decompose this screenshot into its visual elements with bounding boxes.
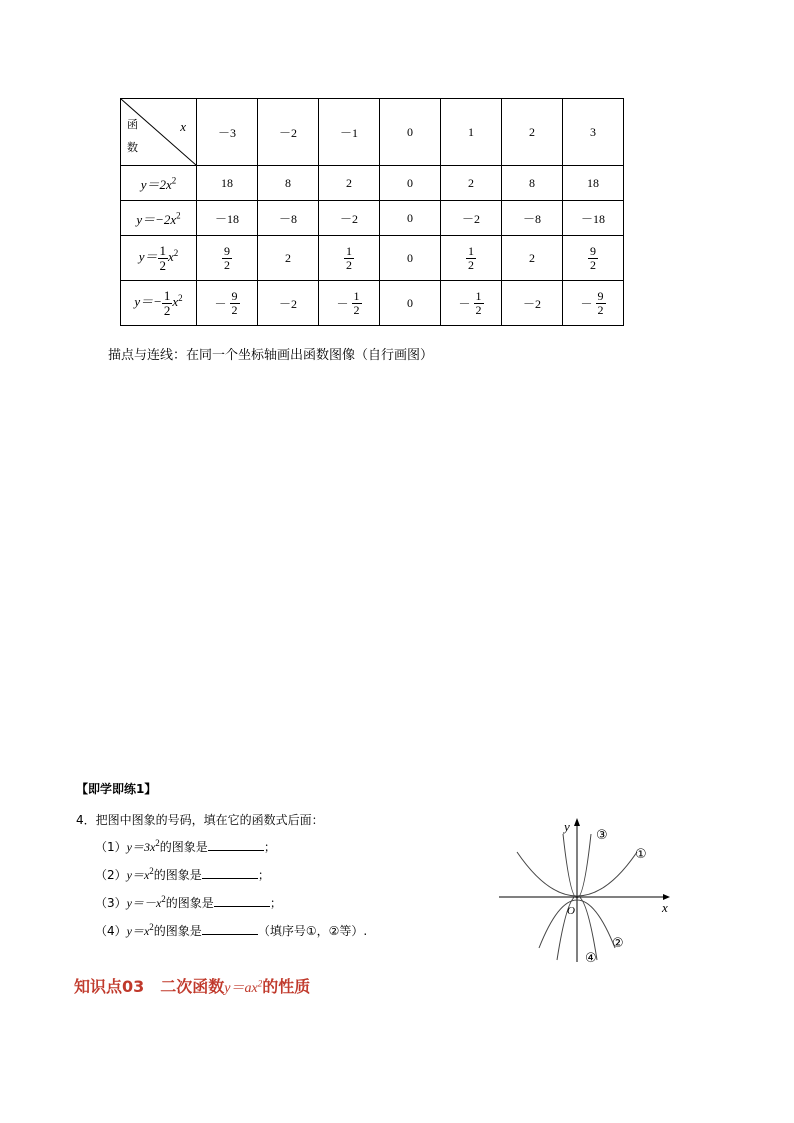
x-value-cell: 2	[502, 99, 563, 166]
x-value-cell: 0	[380, 99, 441, 166]
item-function: y＝x	[126, 924, 150, 938]
value-cell: －18	[563, 201, 624, 236]
item-text: 的图象是	[153, 868, 202, 882]
fraction-numerator: 1	[475, 288, 482, 303]
value-cell	[319, 281, 380, 326]
value-cell: 0	[380, 166, 441, 201]
fraction	[596, 290, 606, 316]
fraction	[344, 245, 354, 271]
function-exponent: 2	[173, 247, 179, 258]
fraction-denominator: 2	[231, 302, 238, 317]
negative-sign: －	[458, 296, 471, 311]
fraction-numerator: 1	[468, 243, 474, 258]
value-cell: －8	[502, 201, 563, 236]
practice-title: 【即学即练1】	[76, 782, 157, 796]
fraction-numerator: 1	[353, 288, 360, 303]
value-cell	[563, 281, 624, 326]
fraction-numerator: 1	[159, 242, 166, 258]
fraction-denominator: 2	[346, 257, 352, 272]
fraction	[222, 245, 232, 271]
corner-fn-label: 函	[127, 118, 138, 131]
fraction-numerator: 9	[597, 288, 604, 303]
section-title-text: 知识点03 二次函数	[74, 977, 225, 996]
answer-blank	[214, 895, 270, 907]
value-cell: －8	[258, 201, 319, 236]
section-math-exp: 2	[257, 978, 263, 989]
fraction-numerator: 9	[231, 288, 238, 303]
value-cell: 8	[258, 166, 319, 201]
section-title-math	[224, 978, 263, 996]
y-axis-label: y	[564, 819, 570, 834]
question-item	[95, 866, 270, 883]
x-value-cell: 1	[441, 99, 502, 166]
value-cell	[441, 281, 502, 326]
value-cell: －2	[319, 201, 380, 236]
curve-label-2: ②	[612, 936, 624, 951]
question-item	[95, 894, 282, 911]
fraction-denominator: 2	[159, 257, 166, 273]
item-number: （1）	[95, 840, 127, 854]
fraction-numerator: 1	[346, 243, 352, 258]
function-cell	[121, 166, 197, 201]
negative-sign: －	[214, 296, 227, 311]
function-variable: x	[168, 248, 174, 264]
fraction	[158, 244, 169, 272]
value-cell: 2	[258, 236, 319, 281]
x-value-cell: －3	[197, 99, 258, 166]
fraction-denominator: 2	[597, 302, 604, 317]
function-exponent: 2	[176, 210, 181, 221]
fraction-denominator: 2	[224, 257, 230, 272]
function-prefix: y＝	[138, 248, 158, 264]
negative-sign: －	[336, 296, 349, 311]
value-cell: 0	[380, 281, 441, 326]
answer-blank	[208, 839, 264, 851]
function-expression: y＝−2x	[136, 211, 177, 227]
value-cell: 18	[563, 166, 624, 201]
item-number: （3）	[95, 896, 127, 910]
table-row	[121, 281, 624, 326]
fraction	[352, 290, 362, 316]
x-value-cell: －2	[258, 99, 319, 166]
parabola-graph	[495, 812, 685, 972]
item-text: 的图象是	[159, 840, 208, 854]
fraction-denominator: 2	[353, 302, 360, 317]
item-text: 的图象是	[165, 896, 214, 910]
x-value-cell: －1	[319, 99, 380, 166]
x-axis-label: x	[662, 900, 668, 915]
fraction	[588, 245, 598, 271]
value-cell: 2	[319, 166, 380, 201]
item-function: y＝x	[126, 868, 150, 882]
answer-blank	[202, 923, 258, 935]
y-axis-arrow	[574, 818, 580, 826]
fraction	[474, 290, 484, 316]
fraction-denominator: 2	[468, 257, 474, 272]
function-exponent: 2	[171, 175, 177, 186]
section-title	[74, 974, 310, 997]
section-title-tail: 的性质	[262, 977, 311, 996]
value-cell	[197, 236, 258, 281]
function-prefix: y＝−	[134, 293, 162, 309]
value-cell: 0	[380, 201, 441, 236]
fraction-denominator: 2	[163, 302, 171, 318]
table-header-row	[121, 99, 624, 166]
table-body	[121, 166, 624, 326]
value-cell: －2	[502, 281, 563, 326]
table-corner-cell	[121, 99, 197, 166]
item-suffix: ；	[257, 868, 270, 882]
value-cell	[197, 281, 258, 326]
negative-sign: －	[580, 296, 593, 311]
table-row	[121, 236, 624, 281]
table-row	[121, 201, 624, 236]
drawing-instruction: 描点与连线：在同一个坐标轴画出函数图像（自行画图）	[108, 348, 434, 363]
corner-x-label: x	[180, 119, 186, 134]
fraction-numerator: 9	[590, 243, 596, 258]
question-text: 4．把图中图象的号码，填在它的函数式后面：	[76, 813, 324, 827]
origin-label: O	[567, 905, 575, 917]
item-function: y＝－x	[126, 896, 162, 910]
question-item	[95, 838, 276, 855]
function-variable: x	[172, 293, 179, 309]
answer-blank	[202, 867, 258, 879]
x-value-cell: 3	[563, 99, 624, 166]
fraction-numerator: 1	[163, 287, 171, 303]
item-suffix: ；	[263, 840, 276, 854]
value-cell: 8	[502, 166, 563, 201]
item-function: y＝3x	[126, 840, 156, 854]
item-text: 的图象是	[153, 924, 202, 938]
value-cell: 0	[380, 236, 441, 281]
value-cell: －2	[441, 201, 502, 236]
value-cell: －2	[258, 281, 319, 326]
value-cell: 2	[441, 166, 502, 201]
function-expression: y＝2x	[140, 176, 172, 192]
section-math-lead: y＝ax	[224, 981, 258, 996]
item-exponent: 2	[161, 894, 166, 904]
corner-shu-label: 数	[127, 141, 138, 154]
value-cell	[319, 236, 380, 281]
item-exponent: 2	[149, 922, 154, 932]
fraction-numerator: 9	[224, 243, 230, 258]
value-cell: 18	[197, 166, 258, 201]
item-exponent: 2	[149, 866, 154, 876]
function-exponent: 2	[178, 292, 183, 303]
curve-label-3: ③	[596, 828, 608, 843]
item-exponent: 2	[155, 838, 160, 848]
function-cell	[121, 236, 197, 281]
fraction	[466, 245, 476, 271]
values-table	[120, 98, 624, 326]
value-cell	[441, 236, 502, 281]
value-cell	[563, 236, 624, 281]
function-cell	[121, 201, 197, 236]
table-row	[121, 166, 624, 201]
curve-label-4: ④	[585, 951, 597, 966]
function-cell	[121, 281, 197, 326]
item-suffix: ；	[269, 896, 282, 910]
question-item	[95, 922, 367, 939]
fraction-denominator: 2	[590, 257, 596, 272]
fraction-denominator: 2	[475, 302, 482, 317]
curve-label-1: ①	[635, 847, 647, 862]
item-suffix: （填序号①，②等）.	[257, 924, 368, 938]
item-number: （4）	[95, 924, 127, 938]
value-cell: －18	[197, 201, 258, 236]
item-number: （2）	[95, 868, 127, 882]
value-cell: 2	[502, 236, 563, 281]
fraction	[230, 290, 240, 316]
fraction	[162, 289, 173, 317]
